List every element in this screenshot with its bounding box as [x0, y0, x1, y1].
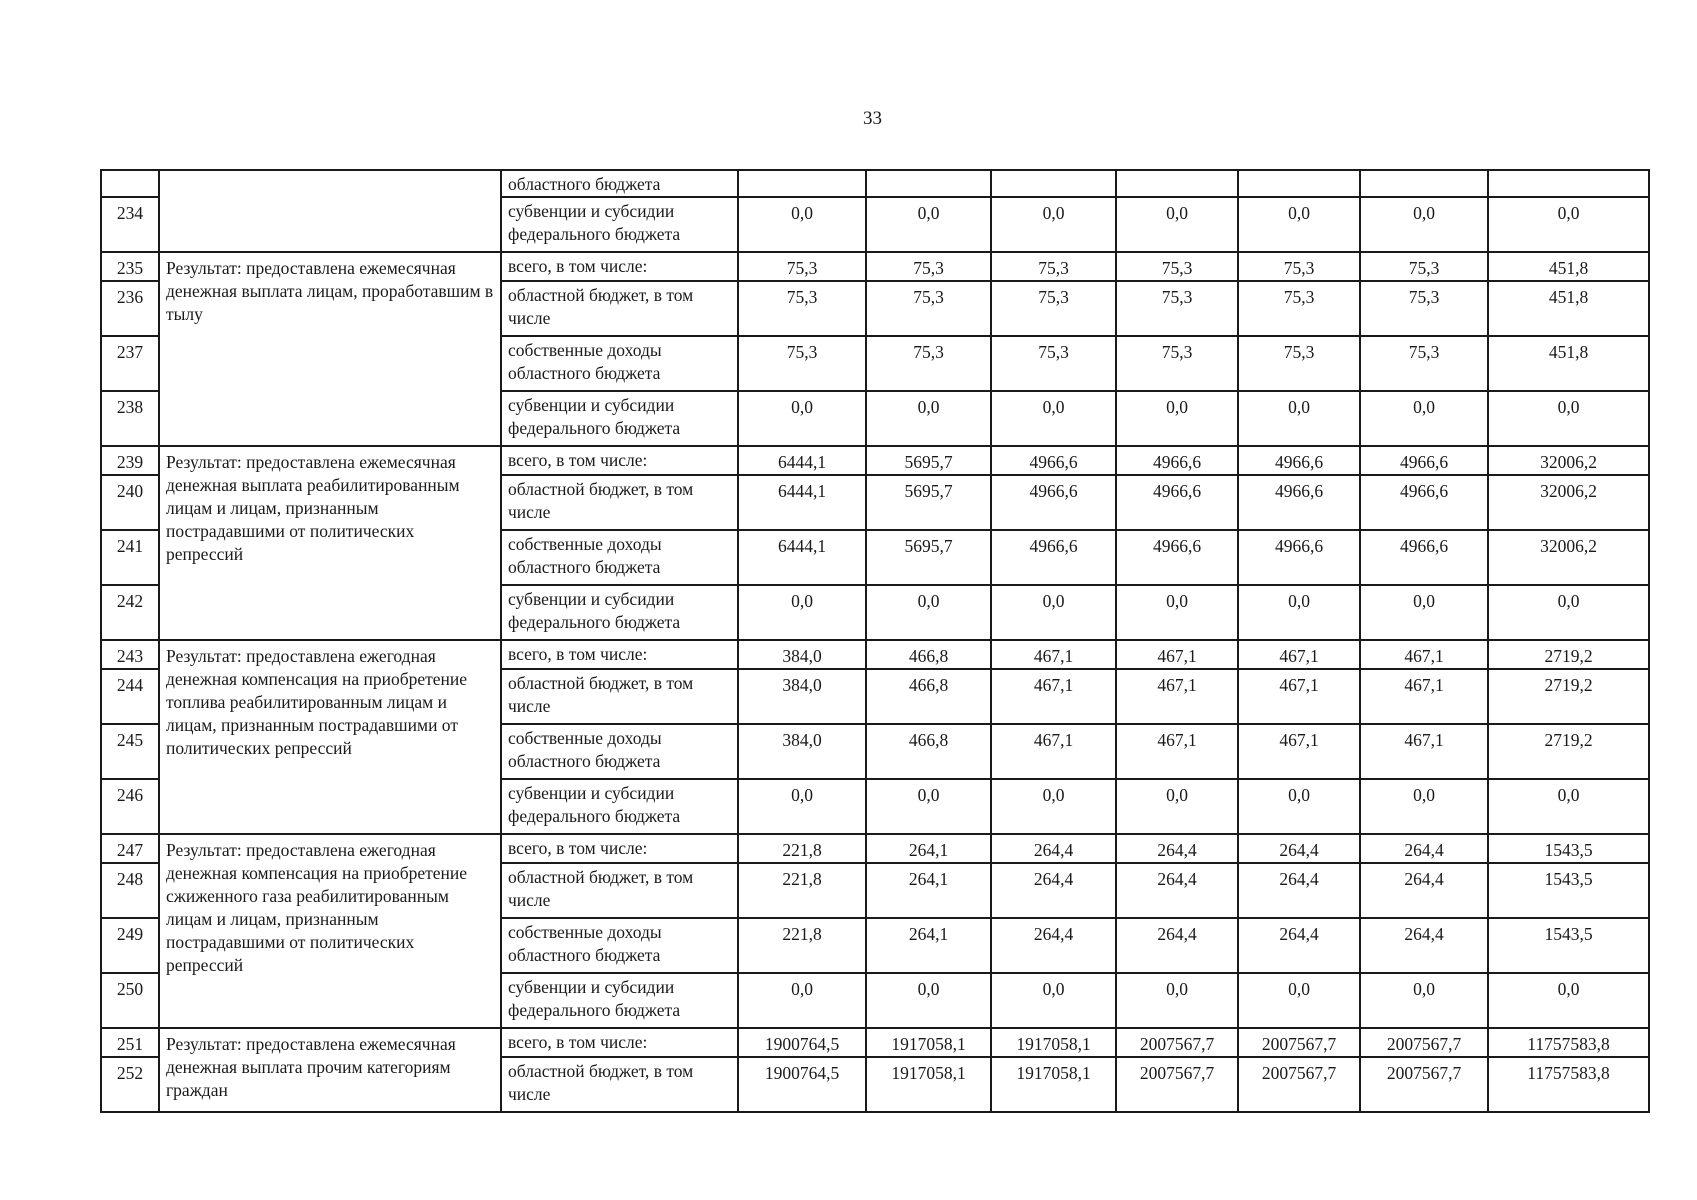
year-value-cell: 0,0: [1360, 973, 1488, 1028]
total-value-cell: 1543,5: [1488, 863, 1649, 918]
year-value-cell: 75,3: [866, 281, 991, 336]
year-value-cell: 4966,6: [1360, 530, 1488, 585]
year-value-cell: 2007567,7: [1116, 1028, 1238, 1057]
year-value-cell: [1116, 170, 1238, 197]
year-value-cell: 384,0: [738, 669, 866, 724]
year-value-cell: 75,3: [738, 336, 866, 391]
year-value-cell: 221,8: [738, 863, 866, 918]
funding-source: всего, в том числе:: [501, 640, 738, 669]
year-value-cell: 0,0: [1360, 197, 1488, 252]
funding-source: всего, в том числе:: [501, 834, 738, 863]
year-value-cell: 467,1: [1360, 724, 1488, 779]
year-value-cell: 4966,6: [991, 446, 1116, 475]
total-value-cell: 451,8: [1488, 336, 1649, 391]
year-value-cell: 466,8: [866, 724, 991, 779]
year-value-cell: 75,3: [1116, 252, 1238, 281]
year-value-cell: 1900764,5: [738, 1028, 866, 1057]
result-description: Результат: предоставлена ежемесячная денежная выплата прочим категориям граждан: [159, 1028, 501, 1112]
row-number: 245: [101, 724, 159, 779]
year-value-cell: 264,4: [1116, 834, 1238, 863]
year-value-cell: 4966,6: [1116, 530, 1238, 585]
row-number: 244: [101, 669, 159, 724]
year-value-cell: 1917058,1: [991, 1028, 1116, 1057]
table-row: [101, 446, 1649, 475]
year-value-cell: 467,1: [1360, 669, 1488, 724]
year-value-cell: 466,8: [866, 640, 991, 669]
year-value-cell: 0,0: [1238, 779, 1360, 834]
year-value-cell: 264,4: [1360, 863, 1488, 918]
table-row: [101, 640, 1649, 669]
year-value-cell: 0,0: [738, 585, 866, 640]
year-value-cell: 0,0: [1238, 391, 1360, 446]
total-value-cell: 32006,2: [1488, 530, 1649, 585]
year-value-cell: 5695,7: [866, 446, 991, 475]
year-value-cell: 0,0: [866, 391, 991, 446]
year-value-cell: 0,0: [1238, 973, 1360, 1028]
year-value-cell: 6444,1: [738, 530, 866, 585]
year-value-cell: 6444,1: [738, 446, 866, 475]
total-value-cell: 32006,2: [1488, 446, 1649, 475]
year-value-cell: 4966,6: [1116, 446, 1238, 475]
year-value-cell: 2007567,7: [1360, 1028, 1488, 1057]
total-value-cell: 32006,2: [1488, 475, 1649, 530]
funding-source: субвенции и субсидии федерального бюджета: [501, 973, 738, 1028]
year-value-cell: 221,8: [738, 918, 866, 973]
year-value-cell: 264,4: [1116, 863, 1238, 918]
year-value-cell: 2007567,7: [1238, 1028, 1360, 1057]
year-value-cell: 4966,6: [1238, 446, 1360, 475]
row-number: 237: [101, 336, 159, 391]
year-value-cell: 0,0: [738, 197, 866, 252]
year-value-cell: 0,0: [1116, 391, 1238, 446]
year-value-cell: 75,3: [1360, 252, 1488, 281]
funding-source: собственные доходы областного бюджета: [501, 530, 738, 585]
row-number: 235: [101, 252, 159, 281]
funding-source: собственные доходы областного бюджета: [501, 724, 738, 779]
funding-source: областного бюджета: [501, 170, 738, 197]
row-number: 246: [101, 779, 159, 834]
row-number: [101, 170, 159, 197]
total-value-cell: 1543,5: [1488, 918, 1649, 973]
row-number: 238: [101, 391, 159, 446]
result-description: [159, 170, 501, 252]
row-number: 241: [101, 530, 159, 585]
year-value-cell: [991, 170, 1116, 197]
funding-source: всего, в том числе:: [501, 252, 738, 281]
year-value-cell: 264,1: [866, 834, 991, 863]
year-value-cell: 5695,7: [866, 475, 991, 530]
year-value-cell: 0,0: [866, 973, 991, 1028]
year-value-cell: 0,0: [866, 197, 991, 252]
funding-source: собственные доходы областного бюджета: [501, 918, 738, 973]
year-value-cell: 75,3: [1238, 281, 1360, 336]
year-value-cell: 264,1: [866, 863, 991, 918]
total-value-cell: 11757583,8: [1488, 1057, 1649, 1112]
result-description: Результат: предоставлена ежемесячная денежная выплата реабилитированным лицам и лицам, признанным пострадавшими от политических репрессий: [159, 446, 501, 640]
year-value-cell: 467,1: [991, 724, 1116, 779]
result-description: Результат: предоставлена ежемесячная денежная выплата лицам, проработавшим в тылу: [159, 252, 501, 446]
total-value-cell: 0,0: [1488, 779, 1649, 834]
year-value-cell: 1900764,5: [738, 1057, 866, 1112]
funding-source: субвенции и субсидии федерального бюджета: [501, 197, 738, 252]
year-value-cell: 0,0: [1360, 391, 1488, 446]
year-value-cell: 0,0: [991, 779, 1116, 834]
row-number: 247: [101, 834, 159, 863]
year-value-cell: 466,8: [866, 669, 991, 724]
row-number: 234: [101, 197, 159, 252]
year-value-cell: 1917058,1: [991, 1057, 1116, 1112]
year-value-cell: 467,1: [991, 669, 1116, 724]
year-value-cell: 75,3: [991, 336, 1116, 391]
year-value-cell: 0,0: [1238, 197, 1360, 252]
row-number: 239: [101, 446, 159, 475]
funding-source: областной бюджет, в том числе: [501, 669, 738, 724]
year-value-cell: 75,3: [991, 252, 1116, 281]
year-value-cell: [866, 170, 991, 197]
result-description: Результат: предоставлена ежегодная денежная компенсация на приобретение топлива реабилитированным лицам и лицам, признанным пострадавшими от политических репрессий: [159, 640, 501, 834]
total-value-cell: 0,0: [1488, 973, 1649, 1028]
year-value-cell: 75,3: [738, 281, 866, 336]
year-value-cell: 0,0: [1116, 197, 1238, 252]
year-value-cell: 4966,6: [1360, 475, 1488, 530]
page-number: 33: [863, 108, 882, 129]
year-value-cell: 0,0: [738, 973, 866, 1028]
year-value-cell: 0,0: [1116, 973, 1238, 1028]
year-value-cell: 467,1: [1238, 669, 1360, 724]
year-value-cell: [1360, 170, 1488, 197]
year-value-cell: 6444,1: [738, 475, 866, 530]
year-value-cell: 75,3: [1116, 281, 1238, 336]
year-value-cell: 4966,6: [1116, 475, 1238, 530]
year-value-cell: 264,4: [1360, 834, 1488, 863]
funding-source: субвенции и субсидии федерального бюджета: [501, 585, 738, 640]
budget-table: [100, 169, 1650, 1113]
year-value-cell: 384,0: [738, 724, 866, 779]
row-number: 236: [101, 281, 159, 336]
year-value-cell: 264,4: [1116, 918, 1238, 973]
year-value-cell: 0,0: [1238, 585, 1360, 640]
table-row: [101, 834, 1649, 863]
row-number: 243: [101, 640, 159, 669]
year-value-cell: [738, 170, 866, 197]
year-value-cell: 264,4: [1360, 918, 1488, 973]
year-value-cell: 384,0: [738, 640, 866, 669]
year-value-cell: 4966,6: [1238, 530, 1360, 585]
total-value-cell: 451,8: [1488, 252, 1649, 281]
year-value-cell: 264,4: [1238, 863, 1360, 918]
total-value-cell: 0,0: [1488, 391, 1649, 446]
funding-source: всего, в том числе:: [501, 446, 738, 475]
year-value-cell: 467,1: [1238, 724, 1360, 779]
year-value-cell: 75,3: [866, 336, 991, 391]
year-value-cell: 264,4: [1238, 834, 1360, 863]
year-value-cell: 75,3: [866, 252, 991, 281]
year-value-cell: 1917058,1: [866, 1057, 991, 1112]
year-value-cell: 264,4: [1238, 918, 1360, 973]
year-value-cell: 0,0: [991, 585, 1116, 640]
year-value-cell: 0,0: [1116, 779, 1238, 834]
total-value-cell: 2719,2: [1488, 640, 1649, 669]
year-value-cell: 75,3: [1238, 252, 1360, 281]
year-value-cell: 0,0: [738, 779, 866, 834]
year-value-cell: 75,3: [1116, 336, 1238, 391]
year-value-cell: 75,3: [991, 281, 1116, 336]
year-value-cell: 467,1: [1360, 640, 1488, 669]
funding-source: областной бюджет, в том числе: [501, 863, 738, 918]
year-value-cell: 467,1: [1116, 724, 1238, 779]
year-value-cell: 467,1: [991, 640, 1116, 669]
total-value-cell: 451,8: [1488, 281, 1649, 336]
year-value-cell: 0,0: [1360, 585, 1488, 640]
year-value-cell: 467,1: [1238, 640, 1360, 669]
year-value-cell: 2007567,7: [1238, 1057, 1360, 1112]
year-value-cell: 75,3: [1360, 336, 1488, 391]
year-value-cell: 0,0: [1116, 585, 1238, 640]
year-value-cell: 0,0: [866, 779, 991, 834]
year-value-cell: 75,3: [1238, 336, 1360, 391]
total-value-cell: 11757583,8: [1488, 1028, 1649, 1057]
year-value-cell: 1917058,1: [866, 1028, 991, 1057]
year-value-cell: 467,1: [1116, 640, 1238, 669]
total-value-cell: 0,0: [1488, 585, 1649, 640]
result-description: Результат: предоставлена ежегодная денежная компенсация на приобретение сжиженного газа реабилитированным лицам и лицам, признанным пострадавшими от политических репрессий: [159, 834, 501, 1028]
row-number: 250: [101, 973, 159, 1028]
total-value-cell: 0,0: [1488, 197, 1649, 252]
row-number: 251: [101, 1028, 159, 1057]
year-value-cell: 264,4: [991, 834, 1116, 863]
funding-source: областной бюджет, в том числе: [501, 475, 738, 530]
year-value-cell: 0,0: [991, 391, 1116, 446]
row-number: 242: [101, 585, 159, 640]
year-value-cell: 467,1: [1116, 669, 1238, 724]
year-value-cell: 221,8: [738, 834, 866, 863]
funding-source: всего, в том числе:: [501, 1028, 738, 1057]
year-value-cell: [1238, 170, 1360, 197]
funding-source: областной бюджет, в том числе: [501, 1057, 738, 1112]
year-value-cell: 2007567,7: [1360, 1057, 1488, 1112]
year-value-cell: 4966,6: [991, 530, 1116, 585]
year-value-cell: 264,1: [866, 918, 991, 973]
year-value-cell: 0,0: [738, 391, 866, 446]
year-value-cell: 5695,7: [866, 530, 991, 585]
total-value-cell: 2719,2: [1488, 724, 1649, 779]
year-value-cell: 0,0: [991, 973, 1116, 1028]
row-number: 252: [101, 1057, 159, 1112]
year-value-cell: 0,0: [991, 197, 1116, 252]
table-row: [101, 252, 1649, 281]
funding-source: областной бюджет, в том числе: [501, 281, 738, 336]
table-row: [101, 170, 1649, 197]
row-number: 249: [101, 918, 159, 973]
year-value-cell: 4966,6: [991, 475, 1116, 530]
funding-source: субвенции и субсидии федерального бюджета: [501, 391, 738, 446]
year-value-cell: 264,4: [991, 863, 1116, 918]
year-value-cell: 75,3: [738, 252, 866, 281]
total-value-cell: [1488, 170, 1649, 197]
row-number: 248: [101, 863, 159, 918]
row-number: 240: [101, 475, 159, 530]
total-value-cell: 1543,5: [1488, 834, 1649, 863]
year-value-cell: 75,3: [1360, 281, 1488, 336]
year-value-cell: 4966,6: [1360, 446, 1488, 475]
year-value-cell: 264,4: [991, 918, 1116, 973]
total-value-cell: 2719,2: [1488, 669, 1649, 724]
year-value-cell: 0,0: [866, 585, 991, 640]
year-value-cell: 2007567,7: [1116, 1057, 1238, 1112]
funding-source: собственные доходы областного бюджета: [501, 336, 738, 391]
year-value-cell: 4966,6: [1238, 475, 1360, 530]
year-value-cell: 0,0: [1360, 779, 1488, 834]
funding-source: субвенции и субсидии федерального бюджета: [501, 779, 738, 834]
table-row: [101, 1028, 1649, 1057]
